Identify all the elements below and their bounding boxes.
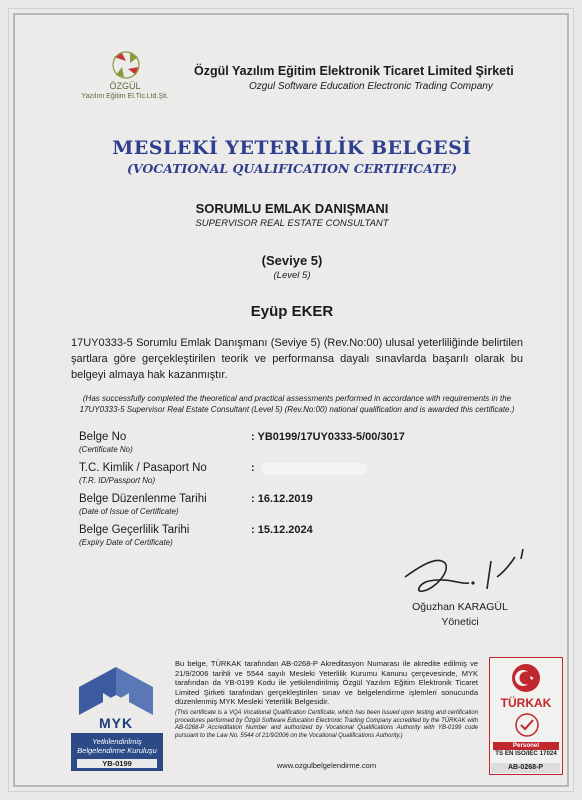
turkak-personel: Personel [493,742,559,750]
field-label-en: (Date of Issue of Certificate) [79,507,179,516]
turkak-standard: TS EN ISO/IEC 17024 [495,749,557,757]
field-value: : YB0199/17UY0333-5/00/3017 [251,431,405,443]
qualification-title-en: SUPERVISOR REAL ESTATE CONSULTANT [195,218,389,229]
redacted-id [261,463,367,475]
turkak-scope [493,742,559,757]
myk-badge [71,733,163,771]
field-label: Belge Düzenlenme Tarihi [79,493,207,505]
signature-icon [399,537,539,607]
field-label-en: (Expiry Date of Certificate) [79,538,173,547]
field-label: Belge Geçerlilik Tarihi [79,524,190,536]
field-value: : 15.12.2024 [251,524,313,536]
level-en: (Level 5) [273,270,311,281]
turkak-emblem-icon [490,660,564,700]
statement-en: (Has successfully completed the theoretical and practical assessments performed in accordance with requirements in the 17UY0333-5 Supervisor Real Estate Consultant (Level 5) (Rev.No:00) national qualification and is awarded this certificate.) [79,394,515,414]
company-name: Özgül Yazılım Eğitim Elektronik Ticaret Limited Şirketi [194,64,514,78]
legal-text-tr: Bu belge, TÜRKAK tarafından AB-0268-P Akreditasyon Numarası ile akredite edilmiş ve 21/9/2006 tarihli ve 5544 sayılı Mesleki Yeterlilik Kurumu Kanunu çerçevesinde, MYK tarafından da YB-0199 Kodu ile yetkilendirilmiş Özgül Yazılım Eğitim Elektronik Ticaret Limited Şirketi tarafından gerçekleştirilen sınav ve belgelendirme işlemleri sonucunda düzenlenmiş MYK Mesleki Yeterlilik Belgesidir. [175,659,478,706]
turkak-code: AB-0268-P [491,763,560,773]
signatory-role: Yönetici [441,616,479,628]
certificate-sheet [8,8,574,792]
field-value: : 16.12.2019 [251,493,313,505]
signatory-name: Oğuzhan KARAGÜL [412,601,508,613]
field-row [79,431,519,462]
turkak-badge [489,657,563,775]
myk-line2: Belgelendirme Kuruluşu [77,746,157,755]
myk-line1: Yetkilendirilmiş [92,737,142,746]
ozgul-logo-icon [71,49,181,111]
field-label-en: (Certificate No) [79,445,133,454]
legal-text-en: (This certificate is a VQA Vocational Qualification Certificate, which has been issued upon testing and certification procedures performed by Özgül Software Education Electronic Trading Company accredited by the TÜRKAK with AB-0268-P Accreditation Number and authorized by Vocational Qualifications Authority with YB-0199 code pursuant to the Law No. 5544 of 21/9/2006 on the Vocational Qualifications Authority.) [175,710,478,739]
field-row [79,462,519,493]
certificate-title-en: (VOCATIONAL QUALIFICATION CERTIFICATE) [126,161,457,176]
holder-name: Eyüp EKER [250,303,334,320]
company-name-en: Ozgul Software Education Electronic Trading Company [249,81,493,92]
field-value: : [251,462,255,474]
certificate-title: MESLEKİ YETERLİLİK BELGESİ [112,137,472,159]
field-label-en: (T.R. ID/Passport No) [79,476,156,485]
myk-wordmark: MYK [98,715,134,731]
level: (Seviye 5) [261,253,323,268]
logo-name: ÖZGÜL [109,81,141,91]
field-row [79,493,519,524]
logo-subtitle: Yazılım Eğitim El.Tic.Ltd.Şti. [81,93,169,100]
field-label: Belge No [79,431,127,443]
qualification-title: SORUMLU EMLAK DANIŞMANI [195,201,389,216]
website-url: www.ozgulbelgelendirme.com [276,761,377,770]
turkak-check-icon [490,712,564,738]
field-label: T.C. Kimlik / Pasaport No [79,462,207,474]
turkak-wordmark: TÜRKAK [500,696,552,710]
myk-code: YB-0199 [77,759,157,768]
statement-tr: 17UY0333-5 Sorumlu Emlak Danışmanı (Seviye 5) (Rev.No:00) ulusal yeterliliğinde belirtilen şartlara göre gerçekleştirilen teorik ve performansa dayalı sınavlarda başarılı olarak bu belgeyi almaya hak kazanmıştır. [71,337,523,381]
